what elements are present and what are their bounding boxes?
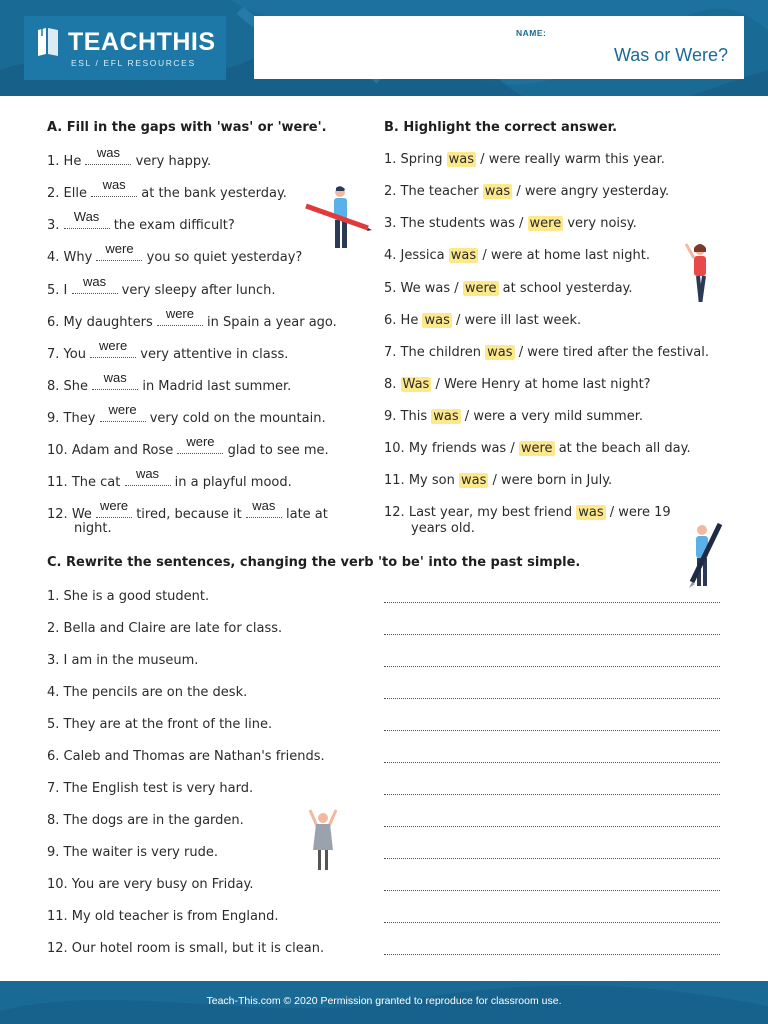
section-a-heading: A. Fill in the gaps with 'was' or 'were'. <box>47 120 327 135</box>
item-text: We <box>71 507 92 522</box>
section-b-heading: B. Highlight the correct answer. <box>384 120 618 135</box>
highlight-item <box>384 184 669 200</box>
item-number: 4. <box>384 248 397 263</box>
option-was[interactable]: was <box>424 281 451 296</box>
boy-with-pen-illustration <box>684 520 724 590</box>
handwritten-answer: were <box>99 338 128 353</box>
option-separator: / <box>518 216 524 231</box>
option-were[interactable]: were <box>490 248 523 263</box>
item-text: at school yesterday. <box>502 281 633 296</box>
option-were[interactable]: were <box>529 216 562 231</box>
item-number: 11. <box>384 473 405 488</box>
item-number: 2. <box>47 186 60 201</box>
item-text: late at <box>285 507 328 522</box>
highlight-item <box>384 281 633 297</box>
answer-gap[interactable] <box>92 370 138 390</box>
item-text: He <box>400 313 419 328</box>
item-text: My son <box>408 473 455 488</box>
option-separator: / <box>492 473 497 488</box>
rewrite-sentence: 2. Bella and Claire are late for class. <box>47 621 283 636</box>
option-was[interactable]: was <box>578 505 604 520</box>
handwritten-answer: were <box>186 434 215 449</box>
option-separator: / <box>516 184 521 199</box>
item-number: 9. <box>384 409 397 424</box>
handwritten-answer: was <box>252 498 276 513</box>
footer <box>0 981 768 1024</box>
item-text: Adam and Rose <box>71 443 174 458</box>
name-label: NAME: <box>516 28 547 38</box>
item-text: The teacher <box>400 184 479 199</box>
option-was[interactable]: was <box>480 441 507 456</box>
answer-gap[interactable] <box>96 498 132 518</box>
handwritten-answer: was <box>96 145 121 160</box>
item-text: very noisy. <box>567 216 637 231</box>
option-were[interactable]: were <box>464 313 497 328</box>
item-text: at the bank yesterday. <box>141 186 287 201</box>
item-text: Elle <box>63 186 87 201</box>
option-were[interactable]: were <box>488 152 521 167</box>
option-were[interactable]: were 19 <box>618 505 671 520</box>
gap-fill-item <box>47 306 337 331</box>
item-text: Jessica <box>400 248 445 263</box>
answer-line[interactable] <box>384 794 720 795</box>
item-number: 6. <box>384 313 397 328</box>
item-number: 2. <box>384 184 397 199</box>
option-was[interactable]: was <box>489 216 515 231</box>
handwritten-answer: was <box>102 177 126 192</box>
handwritten-answer: was <box>103 370 127 385</box>
option-were[interactable]: were <box>527 345 559 360</box>
rewrite-sentence: 9. The waiter is very rude. <box>47 845 218 860</box>
rewrite-sentence: 4. The pencils are on the desk. <box>47 685 248 700</box>
copyright-text: Teach-This.com © 2020 Permission granted to reproduce for classroom use. <box>206 995 562 1007</box>
item-text: Spring <box>400 152 443 167</box>
highlight-item <box>384 473 612 489</box>
handwritten-answer: were <box>105 241 134 256</box>
item-text: Last year, my best friend <box>408 505 573 520</box>
answer-gap[interactable] <box>246 498 282 518</box>
item-text: tired, because it <box>136 507 242 522</box>
answer-line[interactable] <box>384 666 720 667</box>
handwritten-answer: were <box>99 498 129 513</box>
rewrite-sentence: 8. The dogs are in the garden. <box>47 813 244 828</box>
answer-gap[interactable] <box>85 145 131 165</box>
item-text: in Spain a year ago. <box>207 315 337 330</box>
answer-line[interactable] <box>384 922 720 923</box>
rewrite-sentence: 11. My old teacher is from England. <box>47 909 279 924</box>
highlight-item <box>384 345 709 361</box>
item-text: The students <box>400 216 486 231</box>
rewrite-sentence: 7. The English test is very hard. <box>47 781 254 796</box>
answer-gap[interactable] <box>125 466 171 486</box>
item-text: you so quiet yesterday? <box>146 250 303 265</box>
item-text: You <box>63 347 86 362</box>
answer-gap[interactable] <box>64 209 110 229</box>
option-were[interactable]: Were <box>443 377 478 392</box>
handwritten-answer: were <box>165 306 194 321</box>
highlight-item <box>384 216 637 232</box>
option-was[interactable]: Was <box>402 377 430 392</box>
option-were[interactable]: were <box>520 441 553 456</box>
option-separator: / <box>435 377 440 392</box>
gap-fill-item <box>47 274 276 299</box>
item-number: 7. <box>47 347 60 362</box>
gap-fill-item-continued <box>74 521 112 537</box>
item-number: 9. <box>47 411 60 426</box>
item-text: tired after the festival. <box>563 345 710 360</box>
option-were[interactable]: were <box>501 473 533 488</box>
option-were[interactable]: were <box>524 184 557 199</box>
option-separator: / <box>609 505 615 520</box>
rewrite-sentence: 6. Caleb and Thomas are Nathan's friends. <box>47 749 325 764</box>
item-number: 8. <box>384 377 397 392</box>
option-was[interactable]: was <box>448 152 475 167</box>
item-text: the exam difficult? <box>113 218 235 233</box>
item-text: We <box>400 281 421 296</box>
rewrite-sentence: 10. You are very busy on Friday. <box>47 877 254 892</box>
option-were[interactable]: were <box>464 281 497 296</box>
item-text: at the beach all day. <box>558 441 691 456</box>
gap-fill-item <box>47 241 303 266</box>
answer-gap[interactable] <box>177 434 223 454</box>
gap-fill-item <box>47 177 287 202</box>
item-text: Why <box>63 250 93 265</box>
answer-gap[interactable] <box>72 274 118 294</box>
option-was[interactable]: was <box>424 313 450 328</box>
option-separator: / <box>518 345 524 360</box>
item-text: a very mild summer. <box>509 409 643 424</box>
item-text: very sleepy after lunch. <box>121 283 276 298</box>
item-number: 10. <box>47 443 68 458</box>
item-number: 7. <box>384 345 397 360</box>
rewrite-sentence: 3. I am in the museum. <box>47 653 199 668</box>
item-text: I <box>63 283 68 298</box>
answer-line[interactable] <box>384 634 720 635</box>
highlight-item <box>384 409 643 425</box>
header-banner <box>0 0 768 96</box>
item-text: My friends <box>408 441 477 456</box>
option-separator: / <box>455 313 461 328</box>
answer-line[interactable] <box>384 890 720 891</box>
option-separator: / <box>454 281 459 296</box>
answer-line[interactable] <box>384 762 720 763</box>
item-number: 3. <box>47 218 60 233</box>
item-text: They <box>63 411 96 426</box>
rewrite-sentence: 1. She is a good student. <box>47 589 210 604</box>
item-text: The children <box>400 345 482 360</box>
rewrite-sentence: 12. Our hotel room is small, but it is clean. <box>47 941 325 956</box>
answer-gap[interactable] <box>157 306 203 326</box>
item-text: My daughters <box>63 315 153 330</box>
option-separator: / <box>464 409 470 424</box>
highlight-item <box>384 248 650 264</box>
item-number: 8. <box>47 379 60 394</box>
item-number: 10. <box>384 441 405 456</box>
rewrite-sentence: 5. They are at the front of the line. <box>47 717 273 732</box>
logo-subtitle: ESL / EFL RESOURCES <box>71 58 196 68</box>
answer-gap[interactable] <box>91 177 137 197</box>
item-text: born in July. <box>536 473 613 488</box>
option-were[interactable]: were <box>473 409 505 424</box>
answer-line[interactable] <box>384 954 720 955</box>
option-was[interactable]: was <box>487 345 513 360</box>
answer-line[interactable] <box>384 602 720 603</box>
item-number: 12. <box>384 505 405 520</box>
item-number: 1. <box>384 152 397 167</box>
item-number: 6. <box>47 315 60 330</box>
highlight-item <box>384 377 651 393</box>
option-separator: / <box>510 441 515 456</box>
item-text: really warm this year. <box>524 152 665 167</box>
gap-fill-item <box>47 209 235 234</box>
option-was[interactable]: was <box>433 409 459 424</box>
girl-waving-illustration <box>684 240 720 306</box>
item-text: He <box>63 154 82 169</box>
item-number: 5. <box>384 281 397 296</box>
item-text: very attentive in class. <box>140 347 289 362</box>
item-text: in a playful mood. <box>174 475 292 490</box>
answer-gap[interactable] <box>100 402 146 422</box>
item-text: years old. <box>411 521 475 536</box>
handwritten-answer: Was <box>73 209 100 224</box>
option-separator: / <box>482 248 487 263</box>
item-number: 5. <box>47 283 60 298</box>
answer-gap[interactable] <box>96 241 142 261</box>
gap-fill-item <box>47 402 326 427</box>
item-number: 12. <box>47 507 68 522</box>
option-was[interactable]: was <box>450 248 477 263</box>
handwritten-answer: was <box>82 274 107 289</box>
section-c-heading: C. Rewrite the sentences, changing the verb 'to be' into the past simple. <box>47 555 581 570</box>
boy-with-pencil-illustration <box>304 184 372 252</box>
answer-line[interactable] <box>384 730 720 731</box>
item-text: This <box>400 409 428 424</box>
answer-line[interactable] <box>384 826 720 827</box>
item-text: in Madrid last summer. <box>142 379 292 394</box>
highlight-item <box>384 313 581 329</box>
item-text: night. <box>74 521 112 536</box>
highlight-item <box>384 505 671 521</box>
woman-cheering-illustration <box>306 808 340 872</box>
item-text: Henry at home last night? <box>481 377 651 392</box>
option-separator: / <box>480 152 485 167</box>
handwritten-answer: was <box>135 466 160 481</box>
answer-line[interactable] <box>384 858 720 859</box>
highlight-item-continued <box>411 521 475 537</box>
item-text: very happy. <box>135 154 212 169</box>
item-text: glad to see me. <box>227 443 329 458</box>
gap-fill-item <box>47 145 212 170</box>
item-number: 3. <box>384 216 397 231</box>
book-icon <box>36 26 60 58</box>
answer-line[interactable] <box>384 698 720 699</box>
highlight-item <box>384 441 691 457</box>
item-text: at home last night. <box>526 248 651 263</box>
item-number: 11. <box>47 475 68 490</box>
option-was[interactable]: was <box>484 184 511 199</box>
logo <box>24 16 226 80</box>
handwritten-answer: were <box>108 402 137 417</box>
gap-fill-item <box>47 370 292 395</box>
item-number: 4. <box>47 250 60 265</box>
item-number: 1. <box>47 154 60 169</box>
item-text: very cold on the mountain. <box>149 411 326 426</box>
item-text: She <box>63 379 89 394</box>
worksheet-title: Was or Were? <box>613 45 728 65</box>
highlight-item <box>384 152 665 168</box>
name-box <box>254 16 744 79</box>
item-text: ill last week. <box>500 313 582 328</box>
gap-fill-item <box>47 338 289 363</box>
gap-fill-item <box>47 466 292 491</box>
answer-gap[interactable] <box>90 338 136 358</box>
logo-title: TEACHTHIS <box>68 28 216 56</box>
option-was[interactable]: was <box>460 473 487 488</box>
item-text: angry yesterday. <box>560 184 670 199</box>
gap-fill-item <box>47 434 329 459</box>
item-text: The cat <box>71 475 121 490</box>
